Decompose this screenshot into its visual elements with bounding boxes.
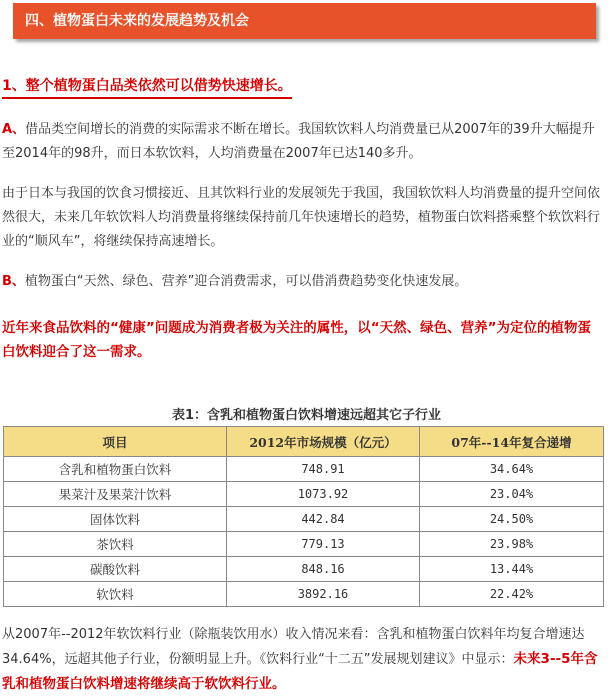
table-cell-growth: 23.04% (420, 482, 604, 507)
paragraph-final-text: 从2007年--2012年软饮料行业（除瓶装饮用水）收入情况来看：含乳和植物蛋白饮料年均复合增速达34.64%，远超其他子行业，份额明显上升。《饮料行业“十二五”发展规划建议》中显示： (2, 627, 585, 667)
table-row (4, 507, 604, 532)
table-cell-growth: 13.44% (420, 557, 604, 582)
table-cell-growth: 24.50% (420, 507, 604, 532)
table-cell-growth: 23.98% (420, 532, 604, 557)
section-header: 四、植物蛋白未来的发展趋势及机会 (13, 3, 596, 39)
table-cell-item: 茶饮料 (4, 532, 227, 557)
paragraph-a-marker: A、 (2, 122, 26, 137)
table-cell-item: 碳酸饮料 (4, 557, 227, 582)
paragraph-b-marker: B、 (2, 274, 25, 289)
table-cell-item: 软饮料 (4, 582, 227, 607)
highlight-statement: 近年来食品饮料的“健康”问题成为消费者极为关注的属性，以“天然、绿色、营养”为定位的植物蛋白饮料迎合了这一需求。 (2, 320, 591, 360)
table-cell-growth: 22.42% (420, 582, 604, 607)
paragraph-b (2, 270, 602, 294)
paragraph-a-text: 借品类空间增长的消费的实际需求不断在增长。我国软饮料人均消费量已从2007年的39升大幅提升至2014年的98升，而日本软饮料，人均消费量在2007年已达140多升。 (2, 122, 595, 161)
table-header-cell: 2012年市场规模（亿元） (227, 427, 420, 457)
table-cell-size: 779.13 (227, 532, 420, 557)
table-row (4, 532, 604, 557)
paragraph-final (2, 623, 602, 697)
table-title: 表1：含乳和植物蛋白饮料增速远超其它子行业 (171, 408, 442, 423)
table-cell-growth: 34.64% (420, 457, 604, 482)
table-row (4, 457, 604, 482)
table-cell-item: 含乳和植物蛋白饮料 (4, 457, 227, 482)
table-row (4, 582, 604, 607)
paragraph-final-emphasis: 未来3--5年含乳和植物蛋白饮料增速将继续高于软饮料行业。 (2, 651, 598, 692)
table-cell-size: 442.84 (227, 507, 420, 532)
table-cell-item: 果菜汁及果菜汁饮料 (4, 482, 227, 507)
table-cell-size: 1073.92 (227, 482, 420, 507)
paragraph-2: 由于日本与我国的饮食习惯接近、且其饮料行业的发展领先于我国，我国软饮料人均消费量的提升空间依然很大，未来几年软饮料人均消费量将继续保持前几年快速增长的趋势，植物蛋白饮料搭乘整个软饮料行业的“顺风车”，将继续保持高速增长。 (2, 186, 601, 249)
table-header-row (4, 427, 604, 457)
paragraph-b-text: 植物蛋白“天然、绿色、营养”迎合消费需求，可以借消费趋势变化快速发展。 (24, 274, 468, 289)
table-cell-size: 3892.16 (227, 582, 420, 607)
table-cell-size: 748.91 (227, 457, 420, 482)
table-cell-item: 固体饮料 (4, 507, 227, 532)
table-header-cell: 07年--14年复合递增 (420, 427, 604, 457)
subheading-1: 1、整个植物蛋白品类依然可以借势快速增长。 (2, 76, 292, 99)
table-cell-size: 848.16 (227, 557, 420, 582)
table-row (4, 557, 604, 582)
paragraph-a (2, 118, 602, 166)
table-row (4, 482, 604, 507)
table-header-cell: 项目 (4, 427, 227, 457)
market-table (3, 426, 604, 607)
